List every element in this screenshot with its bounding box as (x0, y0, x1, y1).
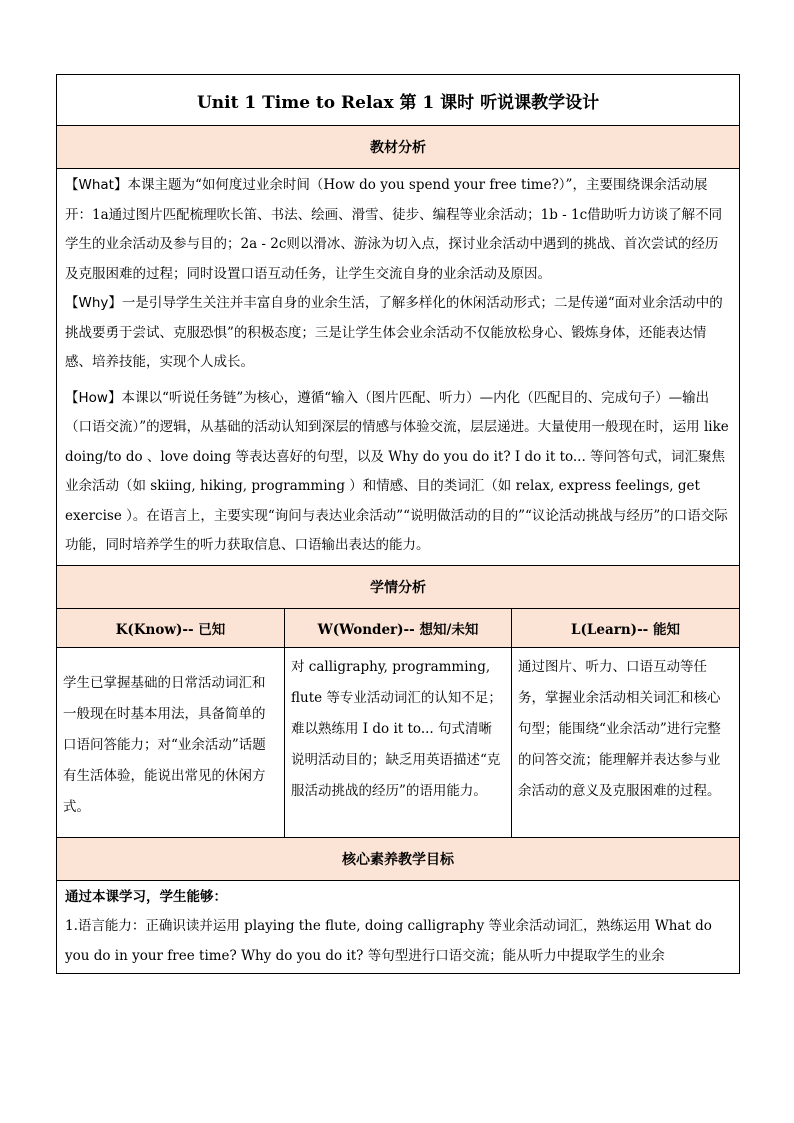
tag-label: 【How】 (65, 389, 122, 406)
kwl-learn-cell: 通过图片、听力、口语互动等任务，掌握业余活动相关词汇和核心句型；能围绕“业余活动”进行完整的问答交流；能理解并表达参与业余活动的意义及克服困难的过程。 (512, 647, 740, 837)
kwl-know-cell: 学生已掌握基础的日常活动词汇和一般现在时基本用法，具备简单的口语问答能力；对“业余活动”话题有生活体验，能说出常见的休闲方式。 (57, 647, 285, 837)
section-title: 学情分析 (370, 579, 427, 596)
paragraph-how (65, 384, 731, 561)
paragraph-why (65, 289, 731, 378)
section-title: 教材分析 (370, 140, 427, 156)
paragraph-text: 本课以“听说任务链”为核心，遵循“输入（图片匹配、听力）—内化（匹配目的、完成句子）—输出（口语交流）”的逻辑，从基础的活动认知到深层的情感与体验交流，层层递进。大量使用一般现在时，运用 like doing/to do 、love doing 等表达喜好的句型，以及 Why do you do it? I do it to... 等问答句式，词汇聚焦业余活动（如 skiing, hiking, programming ）和情感、目的类词汇（如 relax, express feelings, get exercise ）。在语言上，主要实现“询问与表达业余活动”“说明做活动的目的”“议论活动挑战与经历”的口语交际功能，同时培养学生的听力获取信息、口语输出表达的能力。 (65, 389, 729, 553)
paragraph-text: 一是引导学生关注并丰富自身的业余生活，了解多样化的休闲活动形式；二是传递“面对业余活动中的挑战要勇于尝试、克服恐惧”的积极态度；三是让学生体会业余活动不仅能放松身心、锻炼身体，还能表达情感、培养技能，实现个人成长。 (65, 295, 723, 370)
paragraph-what (65, 171, 731, 289)
kwl-header-wonder: W(Wonder)-- 想知/未知 (285, 608, 512, 647)
goal-item-1: 1.语言能力：正确识读并运用 playing the flute, doing calligraphy 等业余活动词汇，熟练运用 What do you do in your free time? Why do you do it? 等句型进行口语交流；能从听力中提取学生的业余 (65, 918, 712, 964)
section-title: 核心素养教学目标 (342, 851, 455, 868)
kwl-header-learn: L(Learn)-- 能知 (512, 608, 740, 647)
goals-intro: 通过本课学习，学生能够： (65, 888, 227, 905)
section-header-learner (57, 565, 740, 608)
page-title: Unit 1 Time to Relax 第 1 课时 听说课教学设计 (57, 75, 740, 126)
kwl-header-know: K(Know)-- 已知 (57, 608, 285, 647)
lesson-plan (56, 74, 739, 974)
section-header-goals (57, 837, 740, 880)
paragraph-text: 本课主题为“如何度过业余时间（How do you spend your free time?）”，主要围绕课余活动展开：1a通过图片匹配梳理吹长笛、书法、绘画、滑雪、徒步、编程等业余活动；1b - 1c借助听力访谈了解不同学生的业余活动及参与目的；2a - 2c则以滑冰、游泳为切入点，探讨业余活动中遇到的挑战、首次尝试的经历及克服困难的过程；同时设置口语互动任务，让学生交流自身的业余活动及原因。 (65, 177, 723, 282)
goals-content (57, 880, 740, 974)
kwl-wonder-cell: 对 calligraphy, programming, flute 等专业活动词汇的认知不足；难以熟练用 I do it to... 句式清晰说明活动目的；缺乏用英语描述“克服活动挑战的经历”的语用能力。 (285, 647, 512, 837)
section-header-material (57, 126, 740, 169)
tag-label: 【What】 (65, 177, 128, 193)
material-analysis (57, 169, 740, 566)
lesson-plan-table (56, 74, 740, 974)
tag-label: 【Why】 (65, 295, 122, 311)
